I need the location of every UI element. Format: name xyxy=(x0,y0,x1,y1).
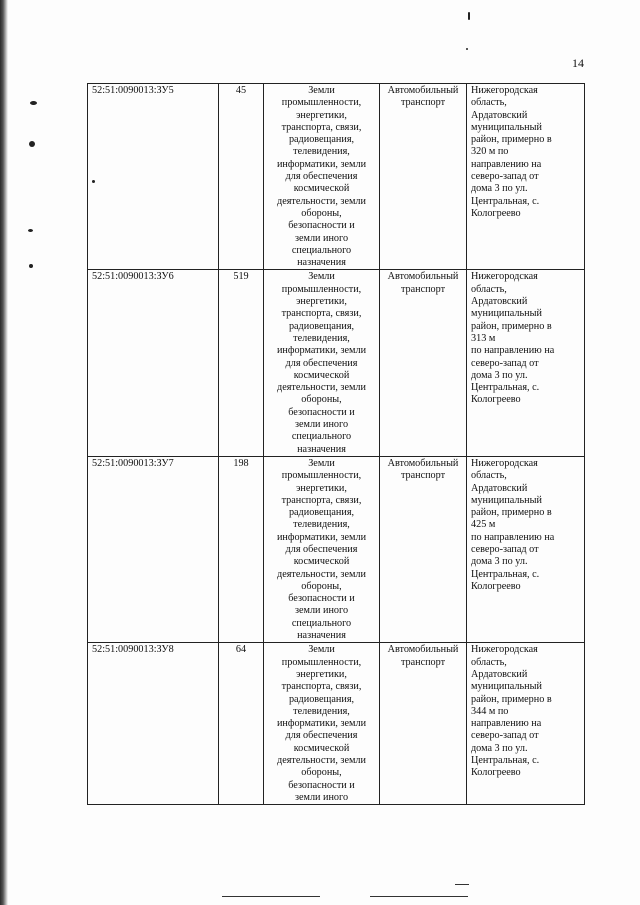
scan-speck xyxy=(29,264,33,268)
land-category-cell-line: космической xyxy=(293,183,350,195)
location-cell-line: Кологреево xyxy=(471,394,521,406)
permitted-use-cell xyxy=(380,456,467,642)
land-category-cell-line: деятельности, земли xyxy=(277,195,366,207)
location-cell-line: Нижегородская xyxy=(471,271,538,283)
land-category-cell-line: Земли xyxy=(308,271,335,283)
permitted-use-cell-line: транспорт xyxy=(400,656,446,668)
land-category-cell-line: энергетики, xyxy=(296,296,347,308)
permitted-use-cell xyxy=(380,643,467,805)
page-number: 14 xyxy=(572,56,584,70)
land-category-cell-line: назначения xyxy=(297,443,346,455)
land-category-cell-line: Земли xyxy=(308,457,335,469)
location-cell-line: Ардатовский xyxy=(471,109,528,121)
location-cell-line: северо-запад от xyxy=(471,543,539,555)
location-cell-line: Нижегородская xyxy=(471,457,538,469)
land-category-cell-line: транспорта, связи, xyxy=(281,681,362,693)
location-cell-line: область, xyxy=(471,470,507,482)
location-cell xyxy=(467,270,585,456)
table-row xyxy=(88,270,585,456)
permitted-use-cell-line: Автомобильный xyxy=(387,85,459,96)
land-category-cell-line: назначения xyxy=(297,630,346,642)
location-cell-line: муниципальный xyxy=(471,121,542,133)
land-category-cell-line: обороны, xyxy=(301,767,342,779)
land-category-cell xyxy=(264,643,380,805)
location-cell-line: Центральная, с. xyxy=(471,382,540,394)
scan-speck xyxy=(29,141,35,147)
scan-line xyxy=(370,896,468,897)
land-category-cell xyxy=(264,270,380,456)
location-cell-line: дома 3 по ул. xyxy=(471,742,528,754)
land-category-cell xyxy=(264,84,380,270)
land-category-cell-line: информатики, земли xyxy=(276,345,367,357)
table-row xyxy=(88,456,585,642)
location-cell-line: область, xyxy=(471,656,507,668)
land-category-cell-line: космической xyxy=(293,369,350,381)
land-category-cell-line: транспорта, связи, xyxy=(281,308,362,320)
land-category-cell-line: обороны, xyxy=(301,394,342,406)
location-cell-line: направлению на xyxy=(471,718,542,730)
location-cell-line: 425 м xyxy=(471,519,496,531)
location-cell-line: Центральная, с. xyxy=(471,568,540,580)
location-cell-line: направлению на xyxy=(471,158,542,170)
land-category-cell-line: промышленности, xyxy=(281,470,362,482)
location-cell-line: Ардатовский xyxy=(471,668,528,680)
table-body xyxy=(88,84,585,805)
land-category-cell-line: земли иного xyxy=(294,419,349,431)
location-cell xyxy=(467,84,585,270)
scan-binding-edge xyxy=(0,0,8,905)
land-category-cell-line: деятельности, земли xyxy=(277,382,366,394)
land-category-cell-line: радиовещания, xyxy=(288,693,355,705)
cadastral-number-cell: 52:51:0090013:ЗУ8 xyxy=(88,643,219,805)
land-category-cell-line: информатики, земли xyxy=(276,158,367,170)
land-category-cell-line: промышленности, xyxy=(281,97,362,109)
land-plots-table xyxy=(87,83,585,805)
land-category-cell-line: для обеспечения xyxy=(285,357,358,369)
land-category-cell-line: безопасности и xyxy=(288,406,355,418)
land-category-cell-line: телевидения, xyxy=(293,332,350,344)
land-category-cell-line: для обеспечения xyxy=(285,543,358,555)
location-cell-line: северо-запад от xyxy=(471,357,539,369)
land-category-cell-line: земли иного xyxy=(294,232,349,244)
land-category-cell-line: энергетики, xyxy=(296,109,347,121)
location-cell-line: область, xyxy=(471,97,507,109)
area-cell: 198 xyxy=(219,456,264,642)
permitted-use-cell-line: транспорт xyxy=(400,283,446,295)
area-cell: 519 xyxy=(219,270,264,456)
location-cell-line: Нижегородская xyxy=(471,644,538,656)
land-category-cell-line: информатики, земли xyxy=(276,718,367,730)
location-cell-line: Кологреево xyxy=(471,207,521,219)
location-cell-line: район, примерно в xyxy=(471,693,552,705)
land-category-cell-line: безопасности и xyxy=(288,779,355,791)
location-cell-line: по направлению на xyxy=(471,531,555,543)
location-cell-line: Центральная, с. xyxy=(471,755,540,767)
land-category-cell xyxy=(264,456,380,642)
location-cell-line: муниципальный xyxy=(471,681,542,693)
scan-speck xyxy=(30,101,37,105)
land-category-cell-line: безопасности и xyxy=(288,593,355,605)
land-category-cell-line: для обеспечения xyxy=(285,730,358,742)
cadastral-number-cell: 52:51:0090013:ЗУ6 xyxy=(88,270,219,456)
land-category-cell-line: обороны, xyxy=(301,580,342,592)
location-cell-line: по направлению на xyxy=(471,345,555,357)
area-cell: 45 xyxy=(219,84,264,270)
land-category-cell-line: телевидения, xyxy=(293,146,350,158)
location-cell-line: область, xyxy=(471,283,507,295)
scan-speck xyxy=(466,48,468,50)
land-category-cell-line: безопасности и xyxy=(288,220,355,232)
location-cell-line: муниципальный xyxy=(471,308,542,320)
land-category-cell-line: земли иного xyxy=(294,791,349,803)
location-cell-line: северо-запад от xyxy=(471,171,539,183)
land-category-cell-line: назначения xyxy=(297,257,346,269)
area-cell: 64 xyxy=(219,643,264,805)
land-category-cell-line: обороны, xyxy=(301,207,342,219)
location-cell-line: Ардатовский xyxy=(471,482,528,494)
land-category-cell-line: энергетики, xyxy=(296,668,347,680)
cadastral-number-cell: 52:51:0090013:ЗУ5 xyxy=(88,84,219,270)
land-category-cell-line: радиовещания, xyxy=(288,320,355,332)
land-category-cell-line: специального xyxy=(291,431,352,443)
location-cell-line: район, примерно в xyxy=(471,320,552,332)
land-category-cell-line: радиовещания, xyxy=(288,134,355,146)
location-cell-line: район, примерно в xyxy=(471,507,552,519)
location-cell-line: Нижегородская xyxy=(471,85,538,96)
location-cell-line: Кологреево xyxy=(471,767,521,779)
cadastral-number-cell: 52:51:0090013:ЗУ7 xyxy=(88,456,219,642)
location-cell-line: 320 м по xyxy=(471,146,509,158)
land-category-cell-line: специального xyxy=(291,617,352,629)
land-category-cell-line: специального xyxy=(291,244,352,256)
land-category-cell-line: телевидения, xyxy=(293,519,350,531)
permitted-use-cell-line: Автомобильный xyxy=(387,271,459,283)
land-category-cell-line: информатики, земли xyxy=(276,531,367,543)
location-cell-line: дома 3 по ул. xyxy=(471,369,528,381)
location-cell-line: Ардатовский xyxy=(471,296,528,308)
land-category-cell-line: телевидения, xyxy=(293,705,350,717)
land-category-cell-line: космической xyxy=(293,556,350,568)
land-category-cell-line: промышленности, xyxy=(281,283,362,295)
location-cell-line: район, примерно в xyxy=(471,134,552,146)
location-cell-line: Кологреево xyxy=(471,580,521,592)
permitted-use-cell-line: Автомобильный xyxy=(387,644,459,656)
table-row xyxy=(88,84,585,270)
location-cell-line: дома 3 по ул. xyxy=(471,556,528,568)
location-cell xyxy=(467,456,585,642)
permitted-use-cell-line: транспорт xyxy=(400,470,446,482)
permitted-use-cell xyxy=(380,84,467,270)
land-category-cell-line: Земли xyxy=(308,644,335,656)
location-cell-line: 313 м xyxy=(471,332,496,344)
scan-line xyxy=(222,896,320,897)
land-category-cell-line: Земли xyxy=(308,85,335,96)
permitted-use-cell-line: Автомобильный xyxy=(387,457,459,469)
land-category-cell-line: деятельности, земли xyxy=(277,755,366,767)
scan-line xyxy=(455,884,469,885)
location-cell xyxy=(467,643,585,805)
land-category-cell-line: земли иного xyxy=(294,605,349,617)
permitted-use-cell xyxy=(380,270,467,456)
location-cell-line: 344 м по xyxy=(471,705,509,717)
permitted-use-cell-line: транспорт xyxy=(400,97,446,109)
land-category-cell-line: транспорта, связи, xyxy=(281,121,362,133)
table-row xyxy=(88,643,585,805)
scan-speck xyxy=(468,12,470,20)
land-category-cell-line: транспорта, связи, xyxy=(281,494,362,506)
land-category-cell-line: энергетики, xyxy=(296,482,347,494)
location-cell-line: северо-запад от xyxy=(471,730,539,742)
land-category-cell-line: промышленности, xyxy=(281,656,362,668)
land-category-cell-line: космической xyxy=(293,742,350,754)
scan-speck xyxy=(28,229,33,232)
land-category-cell-line: для обеспечения xyxy=(285,171,358,183)
location-cell-line: муниципальный xyxy=(471,494,542,506)
location-cell-line: дома 3 по ул. xyxy=(471,183,528,195)
land-category-cell-line: деятельности, земли xyxy=(277,568,366,580)
land-category-cell-line: радиовещания, xyxy=(288,507,355,519)
location-cell-line: Центральная, с. xyxy=(471,195,540,207)
